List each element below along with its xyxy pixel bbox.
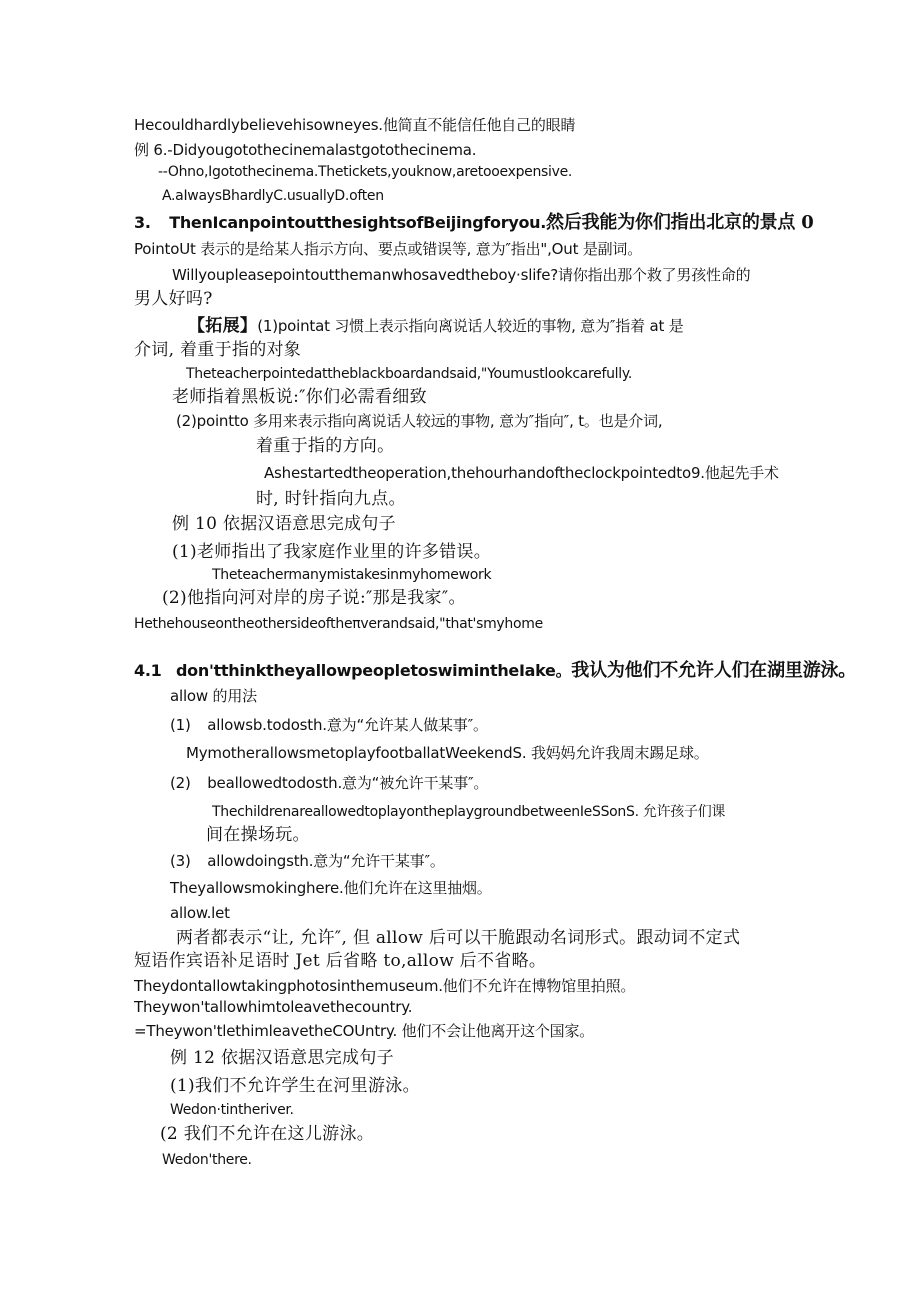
usage-2-example-cont: 间在操场玩。 [206, 825, 310, 845]
section-3-number: 3. [134, 213, 151, 232]
section-4-heading [134, 661, 856, 681]
pointto-example-cont: 时, 时针指向九点。 [256, 489, 406, 509]
allow-usage-title: allow 的用法 [170, 687, 257, 705]
usage-3-text: allowdoingsth.意为“允许干某事″。 [207, 852, 445, 870]
section-3-english: ThenIcanpointoutthesightsofBeijingforyou. [169, 213, 547, 232]
section-3-heading [134, 213, 814, 233]
pointat-example-translation: 老师指着黑板说:″你们必需看细致 [172, 387, 427, 407]
pointto-example: Ashestartedtheoperation,thehourhandoftheclockpointedto9.他起先手术 [264, 464, 779, 482]
pointout-explanation: PointoUt 表示的是给某人指示方向、要点或错误等, 意为″指出",Out 是副词。 [134, 240, 643, 258]
usage-1-number: (1) [170, 716, 191, 734]
example-6-question: 例 6.-Didyougotothecinemalastgotothecinema. [134, 141, 477, 159]
extension-pointto: (2)pointto 多用来表示指向离说话人较远的事物, 意为″指向″, t。也是介词, [176, 412, 663, 430]
pointat-example: Theteacherpointedattheblackboardandsaid,"Youmustlookcarefully. [186, 366, 632, 382]
example-6-answer: --Ohno,Igotothecinema.Thetickets,youknow,aretooexpensive. [158, 164, 573, 180]
usage-2-example: ThechildrenareallowedtoplayontheplaygroundbetweenIeSSonS. 允许孩子们课 [212, 804, 726, 820]
example-12-item-1: (1)我们不允许学生在河里游泳。 [170, 1076, 420, 1096]
usage-3-example: Theyallowsmokinghere.他们允许在这里抽烟。 [170, 879, 492, 897]
usage-1-text: allowsb.todosth.意为“允许某人做某事″。 [207, 716, 488, 734]
example-12-title: 例 12 依据汉语意思完成句子 [170, 1048, 394, 1068]
pointout-example: Willyoupleasepointoutthemanwhosavedtheboy·slife?请你指出那个救了男孩性命的 [172, 266, 751, 284]
allow-usage-1 [170, 715, 488, 735]
allow-usage-3 [170, 851, 445, 871]
example-12-item-2-blank: Wedon'there. [162, 1152, 252, 1168]
usage-2-text: beallowedtodosth.意为“被允许干某事″。 [207, 774, 489, 792]
section-4-chinese: 我认为他们不允许人们在湖里游泳。 [571, 660, 857, 681]
allow-let-title: allow.let [170, 904, 230, 922]
usage-1-example: MymotherallowsmetoplayfootballatWeekendS. 我妈妈允许我周末踢足球。 [186, 744, 709, 762]
example-6-options: A.aIwaysBhardlyC.usuallyD.often [162, 188, 384, 204]
pointout-example-cont: 男人好吗? [134, 289, 213, 309]
allow-let-explanation-cont: 短语作宾语补足语时 Jet 后省略 to,allow 后不省略。 [134, 951, 547, 971]
usage-3-number: (3) [170, 852, 191, 870]
example-10-item-1-blank: Theteachermanymistakesinmyhomework [212, 567, 492, 583]
extension-pointat [188, 316, 684, 336]
allow-let-example-1: Theydontallowtakingphotosinthemuseum.他们不允许在博物馆里拍照。 [134, 977, 636, 995]
usage-2-number: (2) [170, 774, 191, 792]
example-12-item-2: (2 我们不允许在这儿游泳。 [160, 1124, 375, 1144]
allow-let-example-3: =Theywon'tlethimleavetheCOUntry. 他们不会让他离开这个国家。 [134, 1022, 595, 1040]
section-4-number: 4.1 [134, 661, 162, 680]
allow-usage-2 [170, 773, 488, 793]
example-10-title: 例 10 依据汉语意思完成句子 [172, 514, 396, 534]
section-4-english: don'tthinktheyallowpeopletoswimintheIake。 [176, 661, 572, 680]
extension-tag: 【拓展】 [188, 316, 258, 336]
extension-pointat-text: (1)pointat 习惯上表示指向离说话人较近的事物, 意为″指着 at 是 [257, 317, 684, 335]
sentence-hardly-example: Hecouldhardlybelievehisowneyes.他简直不能信任他自己的眼睛 [134, 116, 576, 134]
allow-let-explanation: 两者都表示“让, 允许″, 但 allow 后可以干脆跟动名词形式。跟动词不定式 [176, 928, 741, 948]
example-12-item-1-blank: Wedon·tintheriver. [170, 1102, 294, 1118]
section-3-chinese: 然后我能为你们指出北京的景点 0 [546, 212, 814, 233]
example-10-item-2: (2)他指向河对岸的房子说:″那是我家″。 [162, 588, 466, 608]
extension-pointto-cont: 着重于指的方向。 [256, 436, 395, 456]
example-10-item-2-blank: Hethehouseontheothersideoftheπverandsaid,"that'smyhome [134, 616, 543, 632]
allow-let-example-2: Theywon'tallowhimtoleavethecountry. [134, 998, 413, 1016]
extension-pointat-cont: 介词, 着重于指的对象 [134, 340, 302, 360]
example-10-item-1: (1)老师指出了我家庭作业里的许多错误。 [172, 542, 492, 562]
